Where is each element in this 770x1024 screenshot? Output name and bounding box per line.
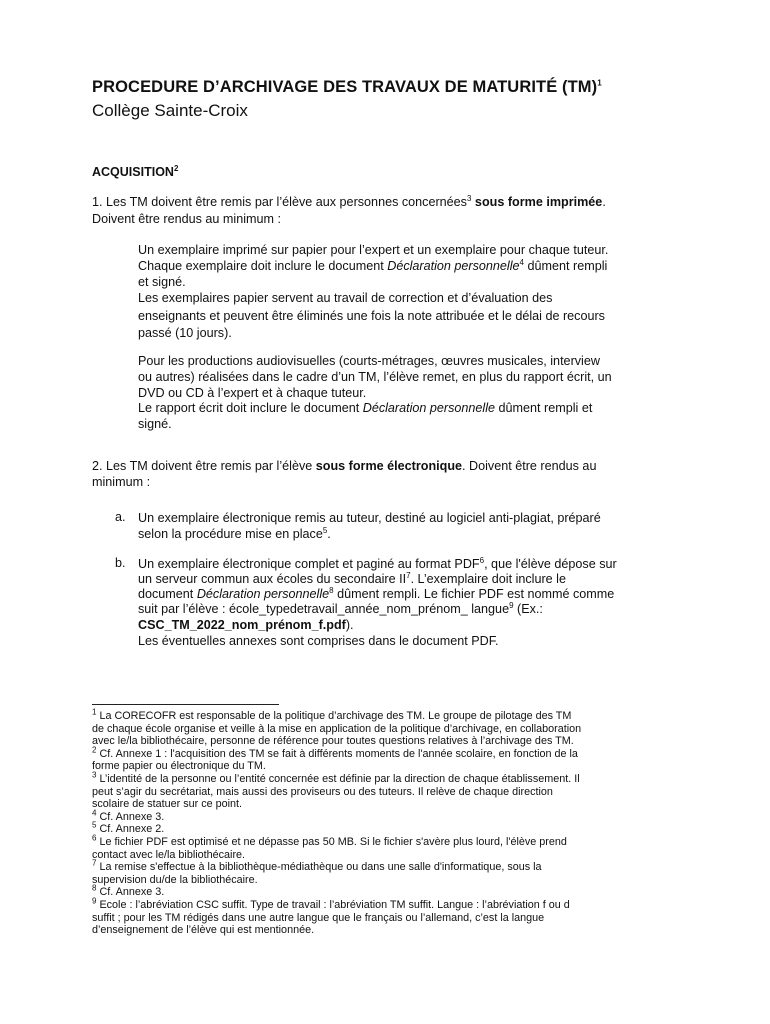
footnote-number: 6 [92, 833, 97, 843]
footnote-8-line-1 [92, 883, 684, 899]
footnote-7-line-2 [92, 874, 684, 887]
item-b-line-5: CSC_TM_2022_nom_prénom_f.pdf). [138, 618, 354, 632]
footnote-2-line-1 [92, 745, 684, 761]
footnote-2-line-2 [92, 760, 684, 773]
footnote-1-line-2 [92, 723, 684, 736]
item-b-line-1: Un exemplaire électronique complet et paginé au format PDF$^6$, que l'élève dépose sur [138, 555, 617, 571]
footnote-text: La CORECOFR est responsable de la politique d’archivage des TM. Le groupe de pilotage des TM [99, 710, 572, 722]
footnote-text: avec le/la bibliothécaire, personne de référence pour toutes questions relatives à l’archivage des TM. [92, 735, 574, 748]
footnote-4-line-1 [92, 808, 684, 824]
footnote-9-line-3 [92, 924, 684, 937]
item-b-line-6: Les éventuelles annexes sont comprises dans le document PDF. [138, 634, 499, 648]
item-b-line-2: un serveur commun aux écoles du secondaire $II^7$. L’exemplaire doit inclure le [138, 570, 566, 586]
footnote-text: Cf. Annexe 1 : l'acquisition des TM se fait à différents moments de l'année scolaire, en fonction de la [99, 747, 578, 760]
footnote-number: 9 [92, 896, 97, 906]
block-1-line-6: passé (10 jours). [138, 326, 232, 340]
footnote-text: L’identité de la personne ou l’entité concernée est définie par la direction de chaque établissement. Il [99, 773, 580, 785]
footnote-1-line-3 [92, 735, 684, 748]
footnote-text: La remise s'effectue à la bibliothèque-médiathèque ou dans une salle d'informatique, sous la [99, 861, 542, 874]
block-2-line-5: signé. [138, 417, 172, 431]
block-1-line-4: Les exemplaires papier servent au travail de correction et d’évaluation des [138, 291, 553, 305]
footnote-text: Cf. Annexe 3. [99, 810, 165, 823]
block-1-line-2: Chaque exemplaire doit inclure le document Déclaration personnelle$^4$ dûment rempli [138, 257, 608, 273]
footnote-6-line-1 [92, 833, 684, 849]
block-1-line-5: enseignants et peuvent être éliminés une fois la note attribuée et le délai de recours [138, 309, 605, 323]
paragraph-2-line-1: 2. Les TM doivent être remis par l’élève sous forme électronique. Doivent être rendus au [92, 459, 597, 473]
footnote-number: 5 [92, 820, 97, 830]
footnote-9-line-1 [92, 896, 684, 912]
footnote-number: 2 [92, 745, 97, 755]
footnote-text: Cf. Annexe 2. [99, 823, 165, 836]
footnote-number: 8 [92, 883, 97, 893]
footnote-number: 3 [92, 770, 97, 780]
footnote-text: d’enseignement de l’élève qui est mentionnée. [92, 924, 315, 937]
footnote-text: scolaire de statuer sur ce point. [92, 798, 243, 811]
paragraph-1-line-1: 1. Les TM doivent être remis par l’élève aux personnes concernées$^3$ sous forme imprimée. [92, 193, 606, 209]
footnote-3-line-3 [92, 798, 684, 811]
footnote-3-line-2 [92, 786, 684, 799]
footnote-text: peut s’agir du secrétariat, mais aussi des proviseurs ou des tuteurs. Il relève de chaque direction [92, 785, 553, 798]
paragraph-2-line-2: minimum : [92, 475, 151, 489]
footnote-text: forme papier ou électronique du TM. [92, 760, 266, 773]
section-heading-acquisition: ACQUISITION$^2$ [92, 163, 179, 179]
block-2-line-4: Le rapport écrit doit inclure le document Déclaration personnelle dûment rempli et [138, 401, 593, 415]
item-a-line-1: Un exemplaire électronique remis au tuteur, destiné au logiciel anti-plagiat, préparé [138, 511, 601, 525]
list-marker-b: b. [115, 556, 126, 570]
footnote-3-line-1 [92, 770, 684, 786]
footnote-5-line-1 [92, 820, 684, 836]
footnote-text: de chaque école organise et veille à la mise en application de la politique d’archivage, en collaboration [92, 722, 582, 735]
footnote-number: 7 [92, 858, 97, 868]
document-title: PROCEDURE D’ARCHIVAGE DES TRAVAUX DE MATURITÉ (TM)$^1$ [92, 78, 602, 96]
item-b-line-4: suit par l’élève : école_typedetravail_année_nom_prénom_ langue$^9$ (Ex.: [138, 600, 543, 616]
footnote-7-line-1 [92, 858, 684, 874]
block-1-line-1: Un exemplaire imprimé sur papier pour l’expert et un exemplaire pour chaque tuteur. [138, 243, 609, 257]
footnote-text: Cf. Annexe 3. [99, 886, 165, 899]
document-subtitle: Collège Sainte-Croix [92, 101, 248, 120]
footnote-text: contact avec le/la bibliothécaire. [92, 848, 246, 861]
paragraph-1-line-2: Doivent être rendus au minimum : [92, 212, 281, 226]
footnote-9-line-2 [92, 912, 684, 925]
footnote-text: Le fichier PDF est optimisé et ne dépasse pas 50 MB. Si le fichier s'avère plus lourd, l'élève prend [99, 836, 567, 848]
item-a-line-2: selon la procédure mise en place$^5$. [138, 525, 331, 541]
block-1-line-3: et signé. [138, 275, 186, 289]
footnote-text: suffit ; pour les TM rédigés dans une autre langue que le français ou l’allemand, c’est la langue [92, 911, 545, 924]
footnote-text: Ecole : l’abréviation CSC suffit. Type de travail : l’abréviation TM suffit. Langue : l’abréviation f ou d [99, 899, 570, 911]
block-2-line-3: DVD ou CD à l’expert et à chaque tuteur. [138, 386, 367, 400]
item-b-line-3: document Déclaration personnelle$^8$ dûment rempli. Le fichier PDF est nommé comme [138, 585, 615, 601]
footnote-6-line-2 [92, 849, 684, 862]
block-2-line-2: ou autres) réalisées dans le cadre d’un TM, l’élève remet, en plus du rapport écrit, un [138, 370, 612, 384]
block-2-line-1: Pour les productions audiovisuelles (courts-métrages, œuvres musicales, interview [138, 354, 600, 368]
footnote-number: 4 [92, 808, 97, 818]
footnote-separator [92, 704, 279, 705]
footnote-text: supervision du/de la bibliothécaire. [92, 873, 258, 886]
list-marker-a: a. [115, 510, 126, 524]
footnote-number: 1 [92, 707, 97, 717]
footnote-1-line-1 [92, 707, 684, 723]
